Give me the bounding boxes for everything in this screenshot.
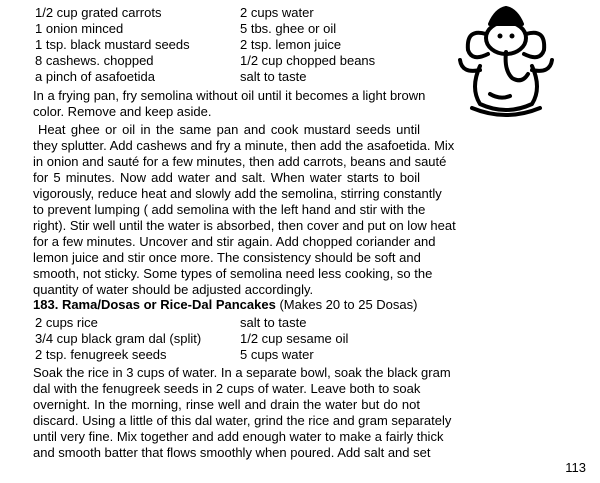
ingredient-item: 3/4 cup black gram dal (split): [35, 331, 202, 346]
page-number: 113: [565, 460, 586, 475]
text-line: for a few minutes. Uncover and stir again. Add chopped coriander and: [33, 234, 436, 249]
text-line: until very fine. Mix together and add enough water to make a fairly thick: [33, 429, 444, 444]
recipe-number: 183.: [33, 297, 59, 312]
ingredient-item: 2 tsp. lemon juice: [240, 37, 342, 52]
ingredient-item: 2 cups rice: [35, 315, 98, 330]
recipe-title: Rama/Dosas or Rice-Dal Pancakes: [61, 297, 276, 312]
text-line: and smooth batter that flows smoothly when poured. Add salt and set: [33, 445, 431, 460]
instruction-paragraph: [33, 365, 452, 461]
ingredient-item: 5 cups water: [240, 347, 314, 362]
text-line: Heat ghee or oil in the same pan and cook mustard seeds until: [38, 122, 420, 137]
ingredient-item: 1 tsp. black mustard seeds: [35, 37, 190, 52]
text-line: quantity of water should be adjusted accordingly.: [33, 282, 314, 297]
ingredient-item: 8 cashews. chopped: [35, 53, 154, 68]
text-line: discard. Using a little of this dal water, grind the rice and gram separately: [33, 413, 452, 428]
instruction-paragraph: [33, 88, 426, 120]
text-line: vigorously, reduce heat and slowly add the semolina, stirring constantly: [33, 186, 442, 201]
ingredient-item: 1/2 cup chopped beans: [240, 53, 376, 68]
ingredient-item: a pinch of asafoetida: [35, 69, 155, 84]
recipe-yield: (Makes 20 to 25 Dosas): [279, 297, 418, 312]
text-line: In a frying pan, fry semolina without oil until it becomes a light brown: [33, 88, 426, 103]
ingredient-item: salt to taste: [240, 69, 307, 84]
ganesha-icon: [450, 4, 562, 124]
text-line: right). Stir well until the water is absorbed, then cover and put on low heat: [33, 218, 456, 233]
ingredient-item: 1/2 cup sesame oil: [240, 331, 349, 346]
text-line: to prevent lumping ( add semolina with the left hand and stir with the: [33, 202, 426, 217]
ingredient-item: 2 cups water: [240, 5, 314, 20]
text-line: for 5 minutes. Now add water and salt. When water starts to boil: [33, 170, 420, 185]
ingredient-item: 1 onion minced: [35, 21, 124, 36]
ingredient-item: 5 tbs. ghee or oil: [240, 21, 337, 36]
text-line: smooth, not sticky. Some types of semolina need less cooking, so the: [33, 266, 433, 281]
recipe-heading: [33, 297, 417, 313]
text-line: Soak the rice in 3 cups of water. In a separate bowl, soak the black gram: [33, 365, 451, 380]
text-line: they splutter. Add cashews and fry a minute, then add the asafoetida. Mix: [33, 138, 455, 153]
ingredient-item: salt to taste: [240, 315, 307, 330]
ingredient-item: 2 tsp. fenugreek seeds: [35, 347, 167, 362]
text-line: dal with the fenugreek seeds in 2 cups of water. Leave both to soak: [33, 381, 421, 396]
text-line: color. Remove and keep aside.: [33, 104, 212, 119]
ingredient-item: 1/2 cup grated carrots: [35, 5, 162, 20]
text-line: overnight. In the morning, rinse well and drain the water but do not: [33, 397, 420, 412]
text-line: lemon juice and stir once more. The consistency should be soft and: [33, 250, 421, 265]
instruction-paragraph: [33, 122, 456, 298]
text-line: in onion and sauté for a few minutes, then add carrots, beans and sauté: [33, 154, 447, 169]
